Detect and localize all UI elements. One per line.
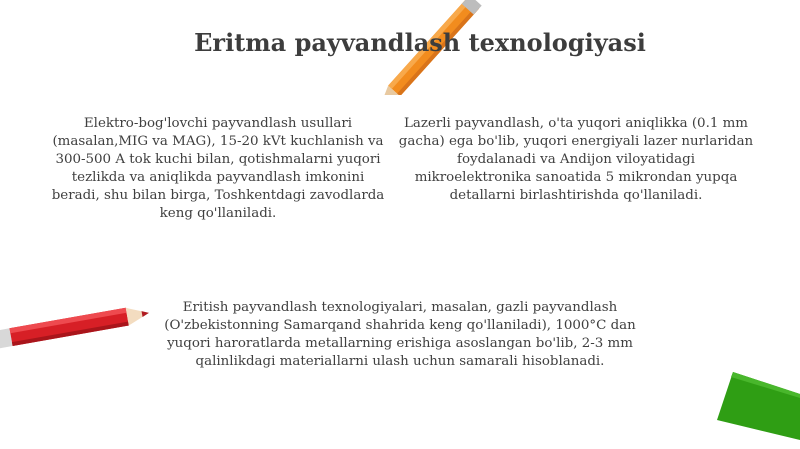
slide-title: Eritma payvandlash texnologiyasi xyxy=(194,28,646,57)
right-text-block: Lazerli payvandlash, o'ta yuqori aniqlikka (0.1 mm gacha) ega bo'lib, yuqori energiyali lazer nurlaridan foydalanadi va Andijon viloyatidagi mikroelektronika sanoatida 5 mikrondan yupqa detallarni birlashtirishda qo'llaniladi. xyxy=(398,116,754,203)
green-block-shape xyxy=(715,368,800,449)
left-text-block: Elektro-bog'lovchi payvandlash usullari (masalan,MIG va MAG), 15-20 kVt kuchlanish va 300-500 A tok kuchi bilan, qotishmalarni yuqori tezlikda va aniqlikda payvandlash imkonini beradi, shu bilan birga, Toshkentdagi zavodlarda keng qo'llaniladi. xyxy=(51,116,385,221)
red-pencil-icon xyxy=(0,290,160,360)
bottom-text-block: Eritish payvandlash texnologiyalari, masalan, gazli payvandlash (O'zbekistonning Samarqand shahrida keng qo'llaniladi), 1000°C dan yuqori haroratlarda metallarning erishiga asoslangan bo'lib, 2-3 mm qalinlikdagi materiallarni ulash uchun samarali hisoblanadi. xyxy=(164,300,636,369)
